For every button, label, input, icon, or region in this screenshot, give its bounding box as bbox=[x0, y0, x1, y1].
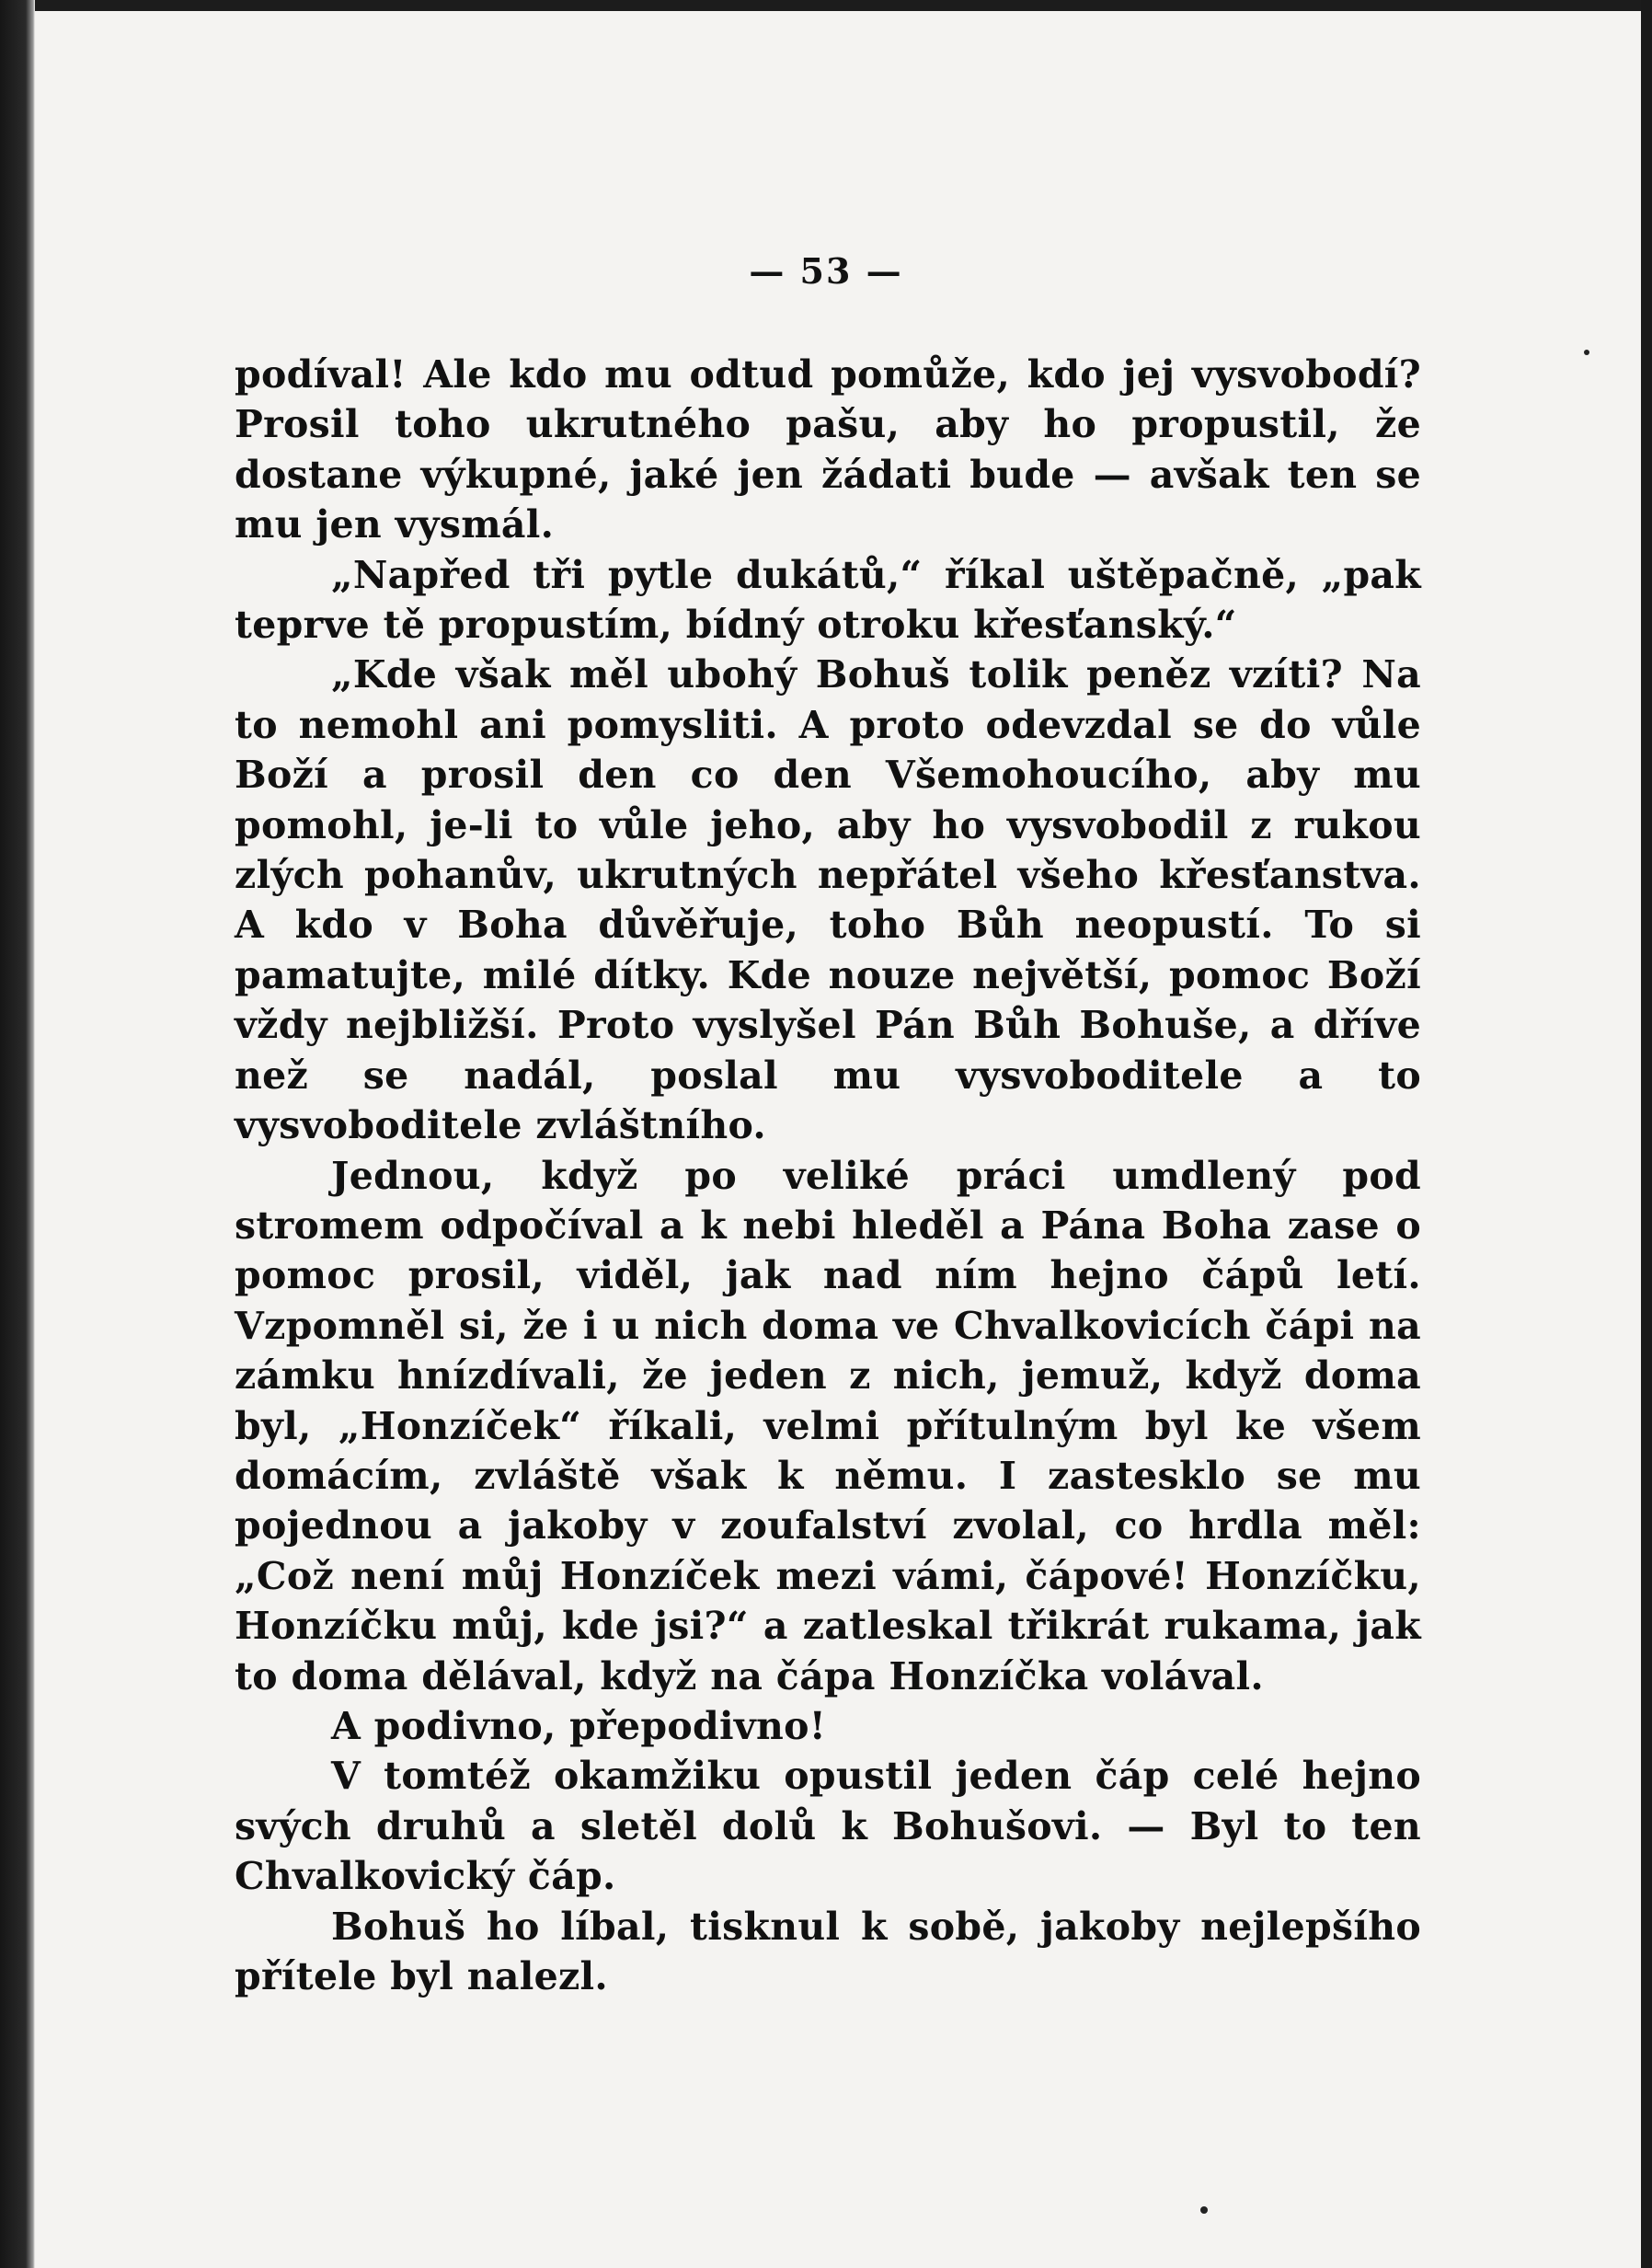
paragraph: „Napřed tři pytle dukátů,“ říkal uštěpačně, „pak teprve tě propustím, bídný otroku křesťanský.“ bbox=[235, 552, 1421, 648]
scan-border-top bbox=[0, 0, 1652, 11]
scan-speck bbox=[1584, 350, 1589, 355]
paragraph: „Kde však měl ubohý Bohuš tolik peněz vzíti? Na to nemohl ani pomysliti. A proto odevzdal se do vůle Boží a prosil den co den Všemohoucího, aby mu pomohl, je-li to vůle jeho, aby ho vysvobodil z rukou zlých pohanův, ukrutných nepřátel všeho křesťanstva. A kdo v Boha důvěřuje, toho Bůh neopustí. To si pamatujte, milé dítky. Kde nouze největší, pomoc Boží vždy nejbližší. Proto vyslyšel Pán Bůh Bohuše, a dříve než se nadál, poslal mu vysvoboditele a to vysvoboditele zvláštního. bbox=[235, 652, 1421, 1148]
paragraph: Jednou, když po veliké práci umdlený pod stromem odpočíval a k nebi hleděl a Pána Boha zase o pomoc prosil, viděl, jak nad ním hejno čápů letí. Vzpomněl si, že i u nich doma ve Chvalkovicích čápi na zámku hnízdívali, že jeden z nich, jemuž, když doma byl, „Honzíček“ říkali, velmi přítulným byl ke všem domácím, zvláště však k němu. I zastesklo se mu pojednou a jakoby v zoufalství zvolal, co hrdla měl: „Což není můj Honzíček mezi vámi, čápové! Honzíčku, Honzíčku můj, kde jsi?“ a zatleskal třikrát rukama, jak to doma dělával, když na čápa Honzíčka volával. bbox=[235, 1153, 1421, 1698]
paragraph: Bohuš ho líbal, tisknul k sobě, jakoby nejlepšího přítele byl nalezl. bbox=[235, 1904, 1421, 1998]
paragraph: podíval! Ale kdo mu odtud pomůže, kdo jej vysvobodí? Prosil toho ukrutného pašu, aby ho propustil, že dostane výkupné, jaké jen žádati bude — avšak ten se mu jen vysmál. bbox=[235, 352, 1421, 547]
paragraph: A podivno, přepodivno! bbox=[331, 1703, 827, 1748]
scan-border-right bbox=[1641, 0, 1652, 2268]
page-number: — 53 — bbox=[749, 250, 903, 292]
paragraph: V tomtéž okamžiku opustil jeden čáp celé hejno svých druhů a sletěl dolů k Bohušovi. — Byl to ten Chvalkovický čáp. bbox=[235, 1754, 1421, 1899]
body-text bbox=[235, 350, 1421, 2001]
scan-border-left bbox=[0, 0, 35, 2268]
scan-speck bbox=[1200, 2206, 1208, 2214]
